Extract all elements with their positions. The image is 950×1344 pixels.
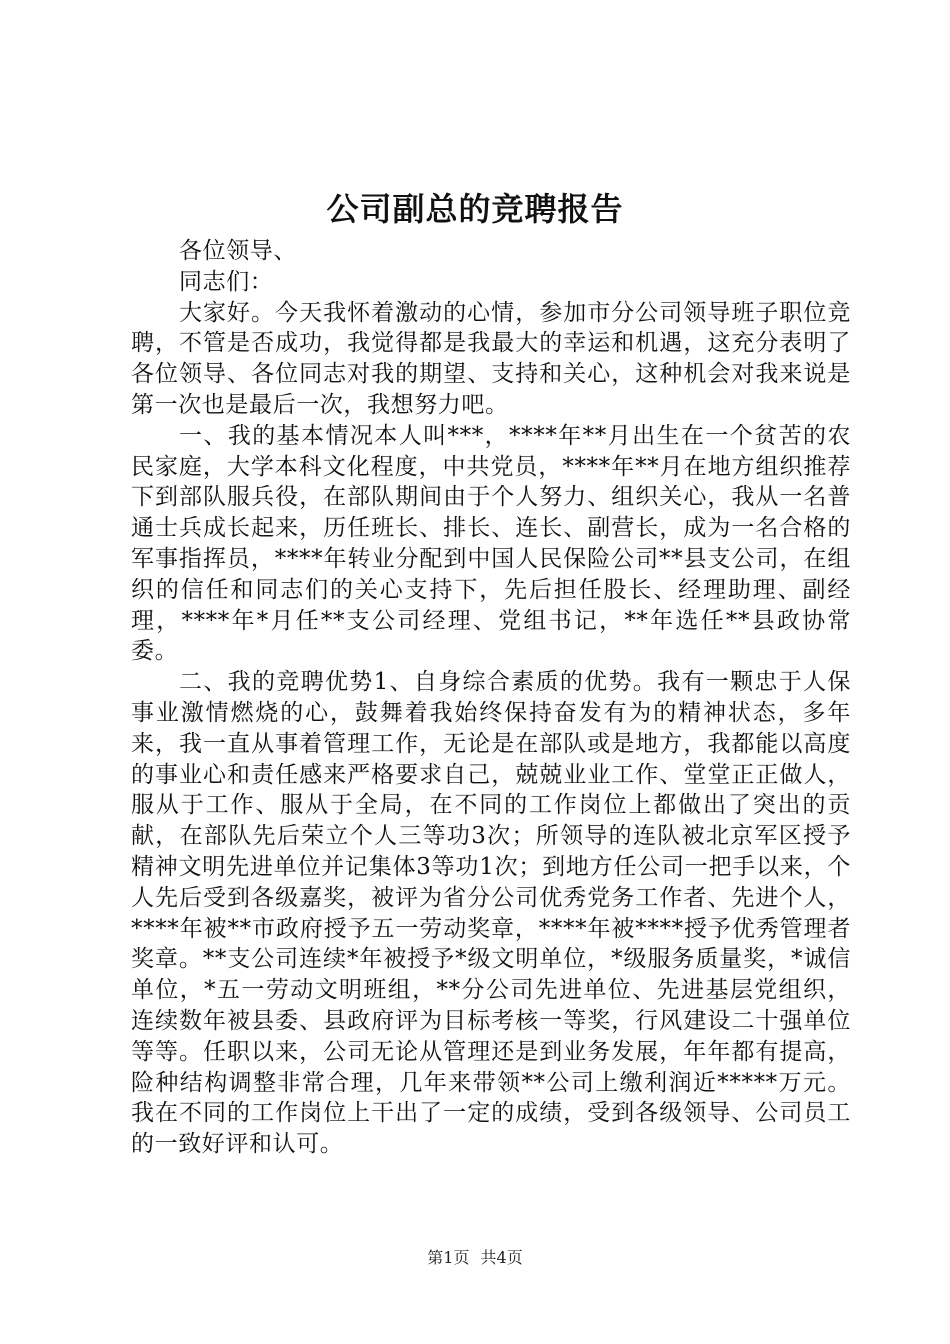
page-number: 第1页 <box>427 1248 470 1267</box>
salutation-line: 各位领导、 <box>179 238 297 264</box>
paragraph-greeting: 大家好。今天我怀着激动的心情，参加市分公司领导班子职位竞聘，不管是否成功，我觉得都是我最大的幸运和机遇，这充分表明了各位领导、各位同志对我的期望、支持和关心，这种机会对我来说是第一次也是最后一次，我想努力吧。 <box>131 299 851 418</box>
paragraph-advantages: 二、我的竞聘优势1、自身综合素质的优势。我有一颗忠于人保事业激情燃烧的心，鼓舞着我始终保持奋发有为的精神状态，多年来，我一直从事着管理工作，无论是在部队或是地方，我都能以高度的事业心和责任感来严格要求自己，兢兢业业工作、堂堂正正做人，服从于工作、服从于全局，在不同的工作岗位上都做出了突出的贡献，在部队先后荣立个人三等功3次；所领导的连队被北京军区授予精神文明先进单位并记集体3等功1次；到地方任公司一把手以来，个人先后受到各级嘉奖，被评为省分公司优秀党务工作者、先进个人，****年被**市政府授予五一劳动奖章，****年被****授予优秀管理者奖章。**支公司连续*年被授予*级文明单位，*级服务质量奖，*诚信单位，*五一劳动文明班组，**分公司先进单位、先进基层党组织，连续数年被县委、县政府评为目标考核一等奖，行风建设二十强单位等等。任职以来，公司无论从管理还是到业务发展，年年都有提高，险种结构调整非常合理，几年来带领**公司上缴利润近*****万元。我在不同的工作岗位上干出了一定的成绩，受到各级领导、公司员工的一致好评和认可。 <box>131 669 851 1158</box>
paragraph-basic-info: 一、我的基本情况本人叫***，****年**月出生在一个贫苦的农民家庭，大学本科文化程度，中共党员，****年**月在地方组织推荐下到部队服兵役，在部队期间由于个人努力、组织关心，我从一名普通士兵成长起来，历任班长、排长、连长、副营长，成为一名合格的军事指挥员，****年转业分配到中国人民保险公司**县支公司，在组织的信任和同志们的关心支持下，先后担任股长、经理助理、副经理，****年*月任**支公司经理、党组书记，**年选任**县政协常委。 <box>131 422 851 665</box>
page-footer <box>0 1245 950 1268</box>
salutation-line: 同志们： <box>179 268 274 295</box>
page-total: 共4页 <box>480 1248 523 1267</box>
document-body <box>131 236 851 1160</box>
document-title: 公司副总的竞聘报告 <box>326 190 624 228</box>
